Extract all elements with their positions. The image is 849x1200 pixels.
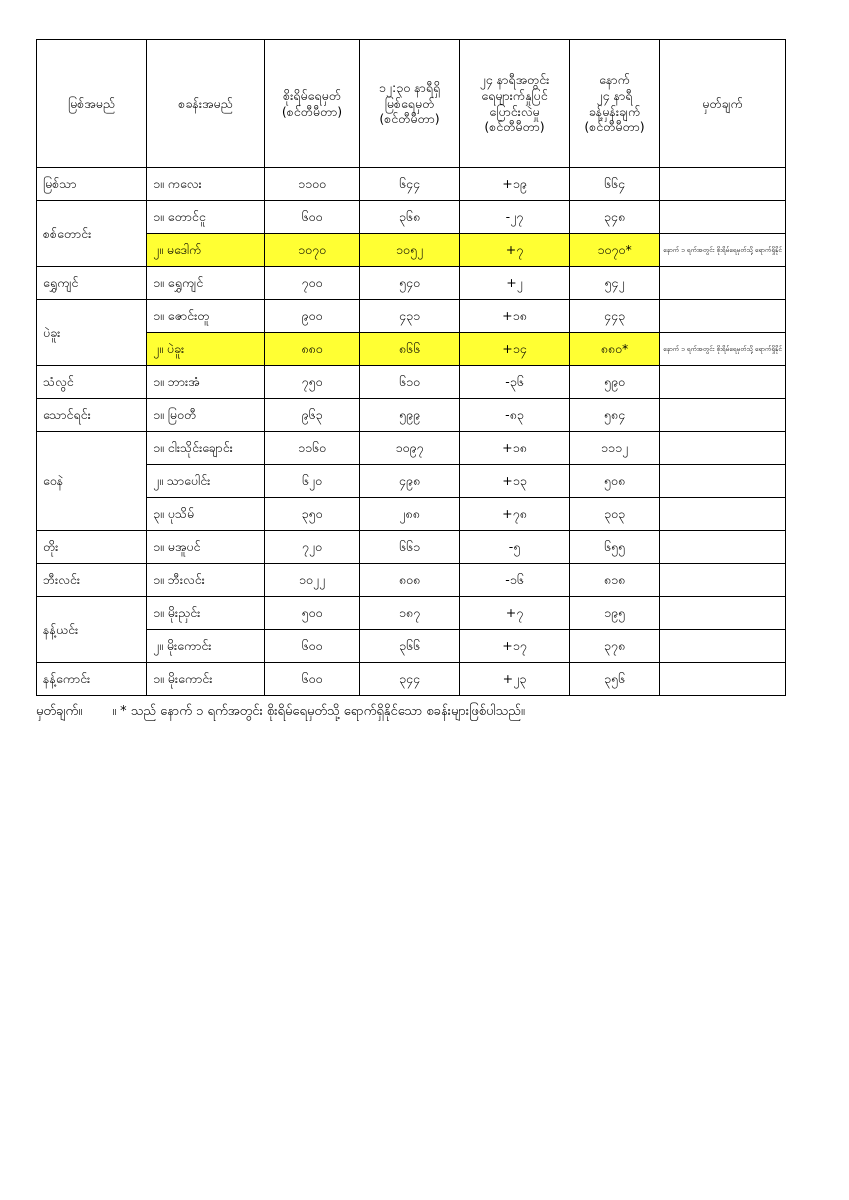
danger-level-cell: ၆၀၀	[265, 201, 360, 234]
header-danger-level: စိုးရိမ်ရေမှတ် (စင်တီမီတာ)	[265, 40, 360, 168]
table-row	[37, 597, 786, 630]
danger-level-cell: ၇၅၀	[265, 366, 360, 399]
station-cell: ၃။ ပုသိမ်	[147, 498, 265, 531]
change-cell: +၂	[460, 267, 570, 300]
station-cell: ၂။ ပဲခူး	[147, 333, 265, 366]
river-cell: သောင်ရင်း	[37, 399, 147, 432]
station-cell: ၁။ ငါးသိုင်းချောင်း	[147, 432, 265, 465]
station-cell: ၁။ မအူပင်	[147, 531, 265, 564]
remark-cell	[660, 531, 786, 564]
footnote	[36, 703, 816, 722]
forecast-cell: ၁၁၁၂	[570, 432, 660, 465]
remark-cell	[660, 432, 786, 465]
station-cell: ၁။ ဘားအံ	[147, 366, 265, 399]
current-level-cell: ၃၆၈	[360, 201, 460, 234]
remark-cell	[660, 465, 786, 498]
current-level-cell: ၅၉၉	[360, 399, 460, 432]
station-cell: ၁။ ကလေး	[147, 168, 265, 201]
river-cell: တိုး	[37, 531, 147, 564]
table-row	[37, 630, 786, 663]
danger-level-cell: ၅၀၀	[265, 597, 360, 630]
station-cell: ၁။ ရွှေကျင်	[147, 267, 265, 300]
table-row	[37, 234, 786, 267]
current-level-cell: ၆၆၁	[360, 531, 460, 564]
river-cell: စစ်တောင်း	[37, 201, 147, 267]
station-cell: ၁။ မြဝတီ	[147, 399, 265, 432]
forecast-cell: ၈၈၀*	[570, 333, 660, 366]
forecast-cell: ၃၄၈	[570, 201, 660, 234]
header-river: မြစ်အမည်	[37, 40, 147, 168]
remark-cell	[660, 399, 786, 432]
change-cell: +၁၈	[460, 300, 570, 333]
header-remark: မှတ်ချက်	[660, 40, 786, 168]
change-cell: +၇	[460, 234, 570, 267]
danger-level-cell: ၁၀၇၀	[265, 234, 360, 267]
table-row	[37, 465, 786, 498]
forecast-cell: ၁၀၇၀*	[570, 234, 660, 267]
table-row	[37, 168, 786, 201]
current-level-cell: ၈၀၈	[360, 564, 460, 597]
table-row	[37, 531, 786, 564]
footnote-label: မှတ်ချက်။	[36, 704, 83, 719]
forecast-cell: ၈၁၈	[570, 564, 660, 597]
remark-cell	[660, 168, 786, 201]
river-cell: မြစ်သာ	[37, 168, 147, 201]
station-cell: ၁။ တောင်ငူ	[147, 201, 265, 234]
station-cell: ၂။ မဒေါက်	[147, 234, 265, 267]
danger-level-cell: ၃၅၀	[265, 498, 360, 531]
river-cell: ပဲခူး	[37, 300, 147, 366]
river-cell: နန့်ကောင်း	[37, 663, 147, 696]
remark-cell	[660, 663, 786, 696]
remark-cell	[660, 366, 786, 399]
header-forecast: နောက် ၂၄ နာရီ ခန့်မှန်းချက် (စင်တီမီတာ)	[570, 40, 660, 168]
remark-cell: နောက် ၁ ရက်အတွင်း စိုးရိမ်ရေမှတ်သို့ ရောက်ရှိနိုင်	[660, 333, 786, 366]
forecast-cell: ၁၉၅	[570, 597, 660, 630]
danger-level-cell: ၁၀၂၂	[265, 564, 360, 597]
change-cell: -၈၃	[460, 399, 570, 432]
current-level-cell: ၃၄၄	[360, 663, 460, 696]
change-cell: +၁၈	[460, 432, 570, 465]
danger-level-cell: ၆၀၀	[265, 663, 360, 696]
current-level-cell: ၄၃၁	[360, 300, 460, 333]
current-level-cell: ၁၀၅၂	[360, 234, 460, 267]
remark-cell	[660, 201, 786, 234]
station-cell: ၁။ ဘီးလင်း	[147, 564, 265, 597]
station-cell: ၂။ သာပေါင်း	[147, 465, 265, 498]
table-row	[37, 201, 786, 234]
forecast-cell: ၃၀၃	[570, 498, 660, 531]
station-cell: ၂။ မိုးကောင်း	[147, 630, 265, 663]
forecast-cell: ၄၄၃	[570, 300, 660, 333]
current-level-cell: ၆၄၄	[360, 168, 460, 201]
forecast-cell: ၃၇၈	[570, 630, 660, 663]
danger-level-cell: ၇၀၀	[265, 267, 360, 300]
header-current-level: ၁၂:၃၀ နာရီရှိ မြစ်ရေမှတ် (စင်တီမီတာ)	[360, 40, 460, 168]
table-body	[37, 168, 786, 696]
danger-level-cell: ၆၂၀	[265, 465, 360, 498]
danger-level-cell: ၈၈၀	[265, 333, 360, 366]
table-row	[37, 366, 786, 399]
current-level-cell: ၆၁၀	[360, 366, 460, 399]
change-cell: -၂၇	[460, 201, 570, 234]
remark-cell	[660, 300, 786, 333]
current-level-cell: ၅၄၀	[360, 267, 460, 300]
river-cell: ဘီးလင်း	[37, 564, 147, 597]
change-cell: +၇၈	[460, 498, 570, 531]
station-cell: ၁။ ဇောင်းတူ	[147, 300, 265, 333]
table-row	[37, 300, 786, 333]
change-cell: +၁၉	[460, 168, 570, 201]
water-level-table	[36, 39, 786, 696]
table-row	[37, 564, 786, 597]
table-row	[37, 498, 786, 531]
forecast-cell: ၃၅၆	[570, 663, 660, 696]
header-24h-change: ၂၄ နာရီအတွင်း ရေများက်နှုပြင် ပြောင်းလဲမှု (စင်တီမီတာ)	[460, 40, 570, 168]
danger-level-cell: ၉၀၀	[265, 300, 360, 333]
change-cell: +၂၃	[460, 663, 570, 696]
remark-cell	[660, 597, 786, 630]
station-cell: ၁။ မိုးညှင်း	[147, 597, 265, 630]
change-cell: +၁၇	[460, 630, 570, 663]
river-cell: သံလွင်	[37, 366, 147, 399]
danger-level-cell: ၆၀၀	[265, 630, 360, 663]
forecast-cell: ၆၅၅	[570, 531, 660, 564]
forecast-cell: ၅၄၂	[570, 267, 660, 300]
river-cell: ရွှေကျင်	[37, 267, 147, 300]
change-cell: -၁၆	[460, 564, 570, 597]
danger-level-cell: ၉၆၃	[265, 399, 360, 432]
remark-cell	[660, 564, 786, 597]
current-level-cell: ၃၆၆	[360, 630, 460, 663]
header-station: စခန်းအမည်	[147, 40, 265, 168]
forecast-cell: ၅၈၄	[570, 399, 660, 432]
river-cell: ဝေနဲ	[37, 432, 147, 531]
current-level-cell: ၁၀၉၇	[360, 432, 460, 465]
forecast-cell: ၆၆၄	[570, 168, 660, 201]
river-cell: နန့်ယင်း	[37, 597, 147, 663]
table-row	[37, 399, 786, 432]
footnote-text: ။ * သည် နောက် ၁ ရက်အတွင်း စိုးရိမ်ရေမှတ်သို့ ရောက်ရှိနိုင်သော စခန်းများဖြစ်ပါသည်။	[112, 704, 525, 719]
header-row	[37, 40, 786, 168]
danger-level-cell: ၇၂၀	[265, 531, 360, 564]
table-row	[37, 333, 786, 366]
current-level-cell: ၈၆၆	[360, 333, 460, 366]
remark-cell	[660, 498, 786, 531]
table-row	[37, 663, 786, 696]
forecast-cell: ၅၀၈	[570, 465, 660, 498]
current-level-cell: ၁၈၇	[360, 597, 460, 630]
table-row	[37, 432, 786, 465]
current-level-cell: ၄၉၈	[360, 465, 460, 498]
danger-level-cell: ၁၁၆၀	[265, 432, 360, 465]
remark-cell: နောက် ၁ ရက်အတွင်း စိုးရိမ်ရေမှတ်သို့ ရောက်ရှိနိုင်	[660, 234, 786, 267]
forecast-cell: ၅၉၀	[570, 366, 660, 399]
change-cell: -၅	[460, 531, 570, 564]
danger-level-cell: ၁၁၀၀	[265, 168, 360, 201]
station-cell: ၁။ မိုးကောင်း	[147, 663, 265, 696]
change-cell: +၇	[460, 597, 570, 630]
remark-cell	[660, 630, 786, 663]
table-row	[37, 267, 786, 300]
change-cell: -၃၆	[460, 366, 570, 399]
change-cell: +၁၄	[460, 333, 570, 366]
change-cell: +၁၃	[460, 465, 570, 498]
current-level-cell: ၂၈၈	[360, 498, 460, 531]
remark-cell	[660, 267, 786, 300]
